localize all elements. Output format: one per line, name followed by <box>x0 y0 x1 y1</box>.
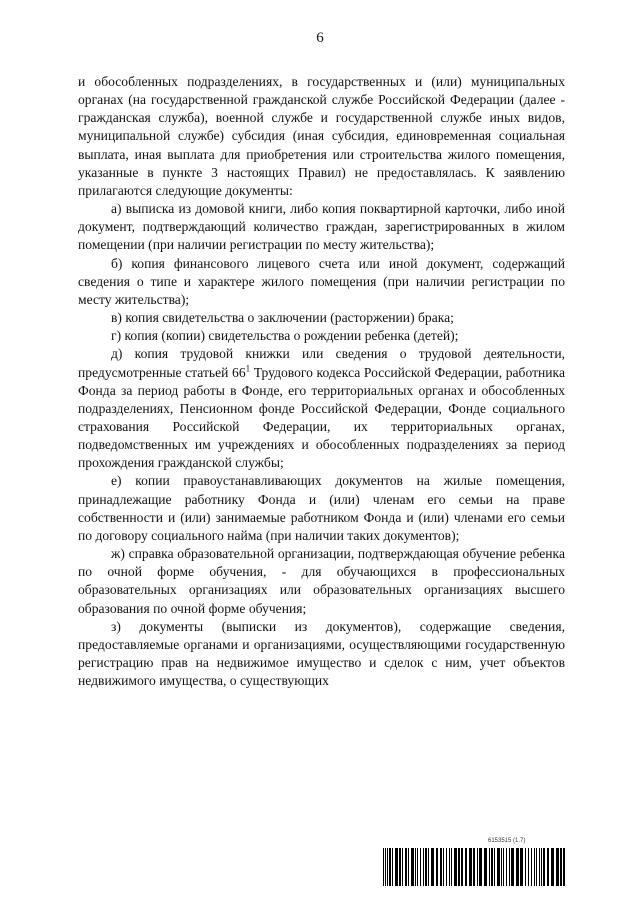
opening-paragraph: и обособленных подразделениях, в государственных и (или) муниципальных органах (на государственной гражданской службе Российской Федерации (далее - гражданская служба), военной службе и государственной службе иных видов, муниципальной службе) субсидия (иная субсидия, единовременная социальная выплата, иная выплата для приобретения или строительства жилого помещения, указанные в пункте 3 настоящих Правил) не предоставлялась. К заявлению прилагаются следующие документы: <box>78 74 565 198</box>
page-number: 6 <box>316 30 324 46</box>
list-item-z: з) документы (выписки из документов), содержащие сведения, предоставляемые органами и организациями, осуществляющими государственную регистрацию прав на недвижимое имущество и сделок с ним, учет объектов недвижимого имущества, о существующих <box>78 618 565 689</box>
barcode-label: 6153515 (1.7) <box>488 838 526 844</box>
list-item-zh: ж) справка образовательной организации, подтверждающая обучение ребенка по очной форме обучения, - для обучающихся в профессиональных образовательных организациях или образовательных организациях высшего образования по очной форме обучения; <box>78 546 565 616</box>
document-barcode <box>383 838 566 886</box>
barcode-image <box>383 848 566 886</box>
document-body <box>78 73 565 690</box>
list-item-b: б) копия финансового лицевого счета или иной документ, содержащий сведения о типе и характере жилого помещения (при наличии регистрации по месту жительства); <box>78 255 565 307</box>
list-item-d <box>78 345 565 472</box>
list-item-d-text: д) копия трудовой книжки или сведения о трудовой деятельности, предусмотренные статьей 66 <box>78 346 565 380</box>
list-item-a: а) выписка из домовой книги, либо копия поквартирной карточки, либо иной документ, подтверждающий количество граждан, зарегистрированных в жилом помещении (при наличии регистрации по месту жительства); <box>78 201 565 253</box>
list-item-d-text-continued: Трудового кодекса Российской Федерации, работника Фонда за период работы в Фонде, его территориальных органах и обособленных подразделениях, Пенсионном фонде Российской Федерации, Фонде социального страхования Российской Федерации, их территориальных органах, подведомственных им учреждениях и обособленных подразделениях за период прохождения гражданской службы; <box>78 364 565 471</box>
list-item-g: г) копия (копии) свидетельства о рождении ребенка (детей); <box>111 328 459 344</box>
article-superscript: 1 <box>245 362 251 373</box>
list-item-v: в) копия свидетельства о заключении (расторжении) брака; <box>111 310 454 326</box>
list-item-e: е) копии правоустанавливающих документов на жилые помещения, принадлежащие работнику Фонда и (или) членам его семьи на праве собственности и (или) занимаемые работником Фонда и (или) членами его семьи по договору социального найма (при наличии таких документов); <box>78 473 565 543</box>
